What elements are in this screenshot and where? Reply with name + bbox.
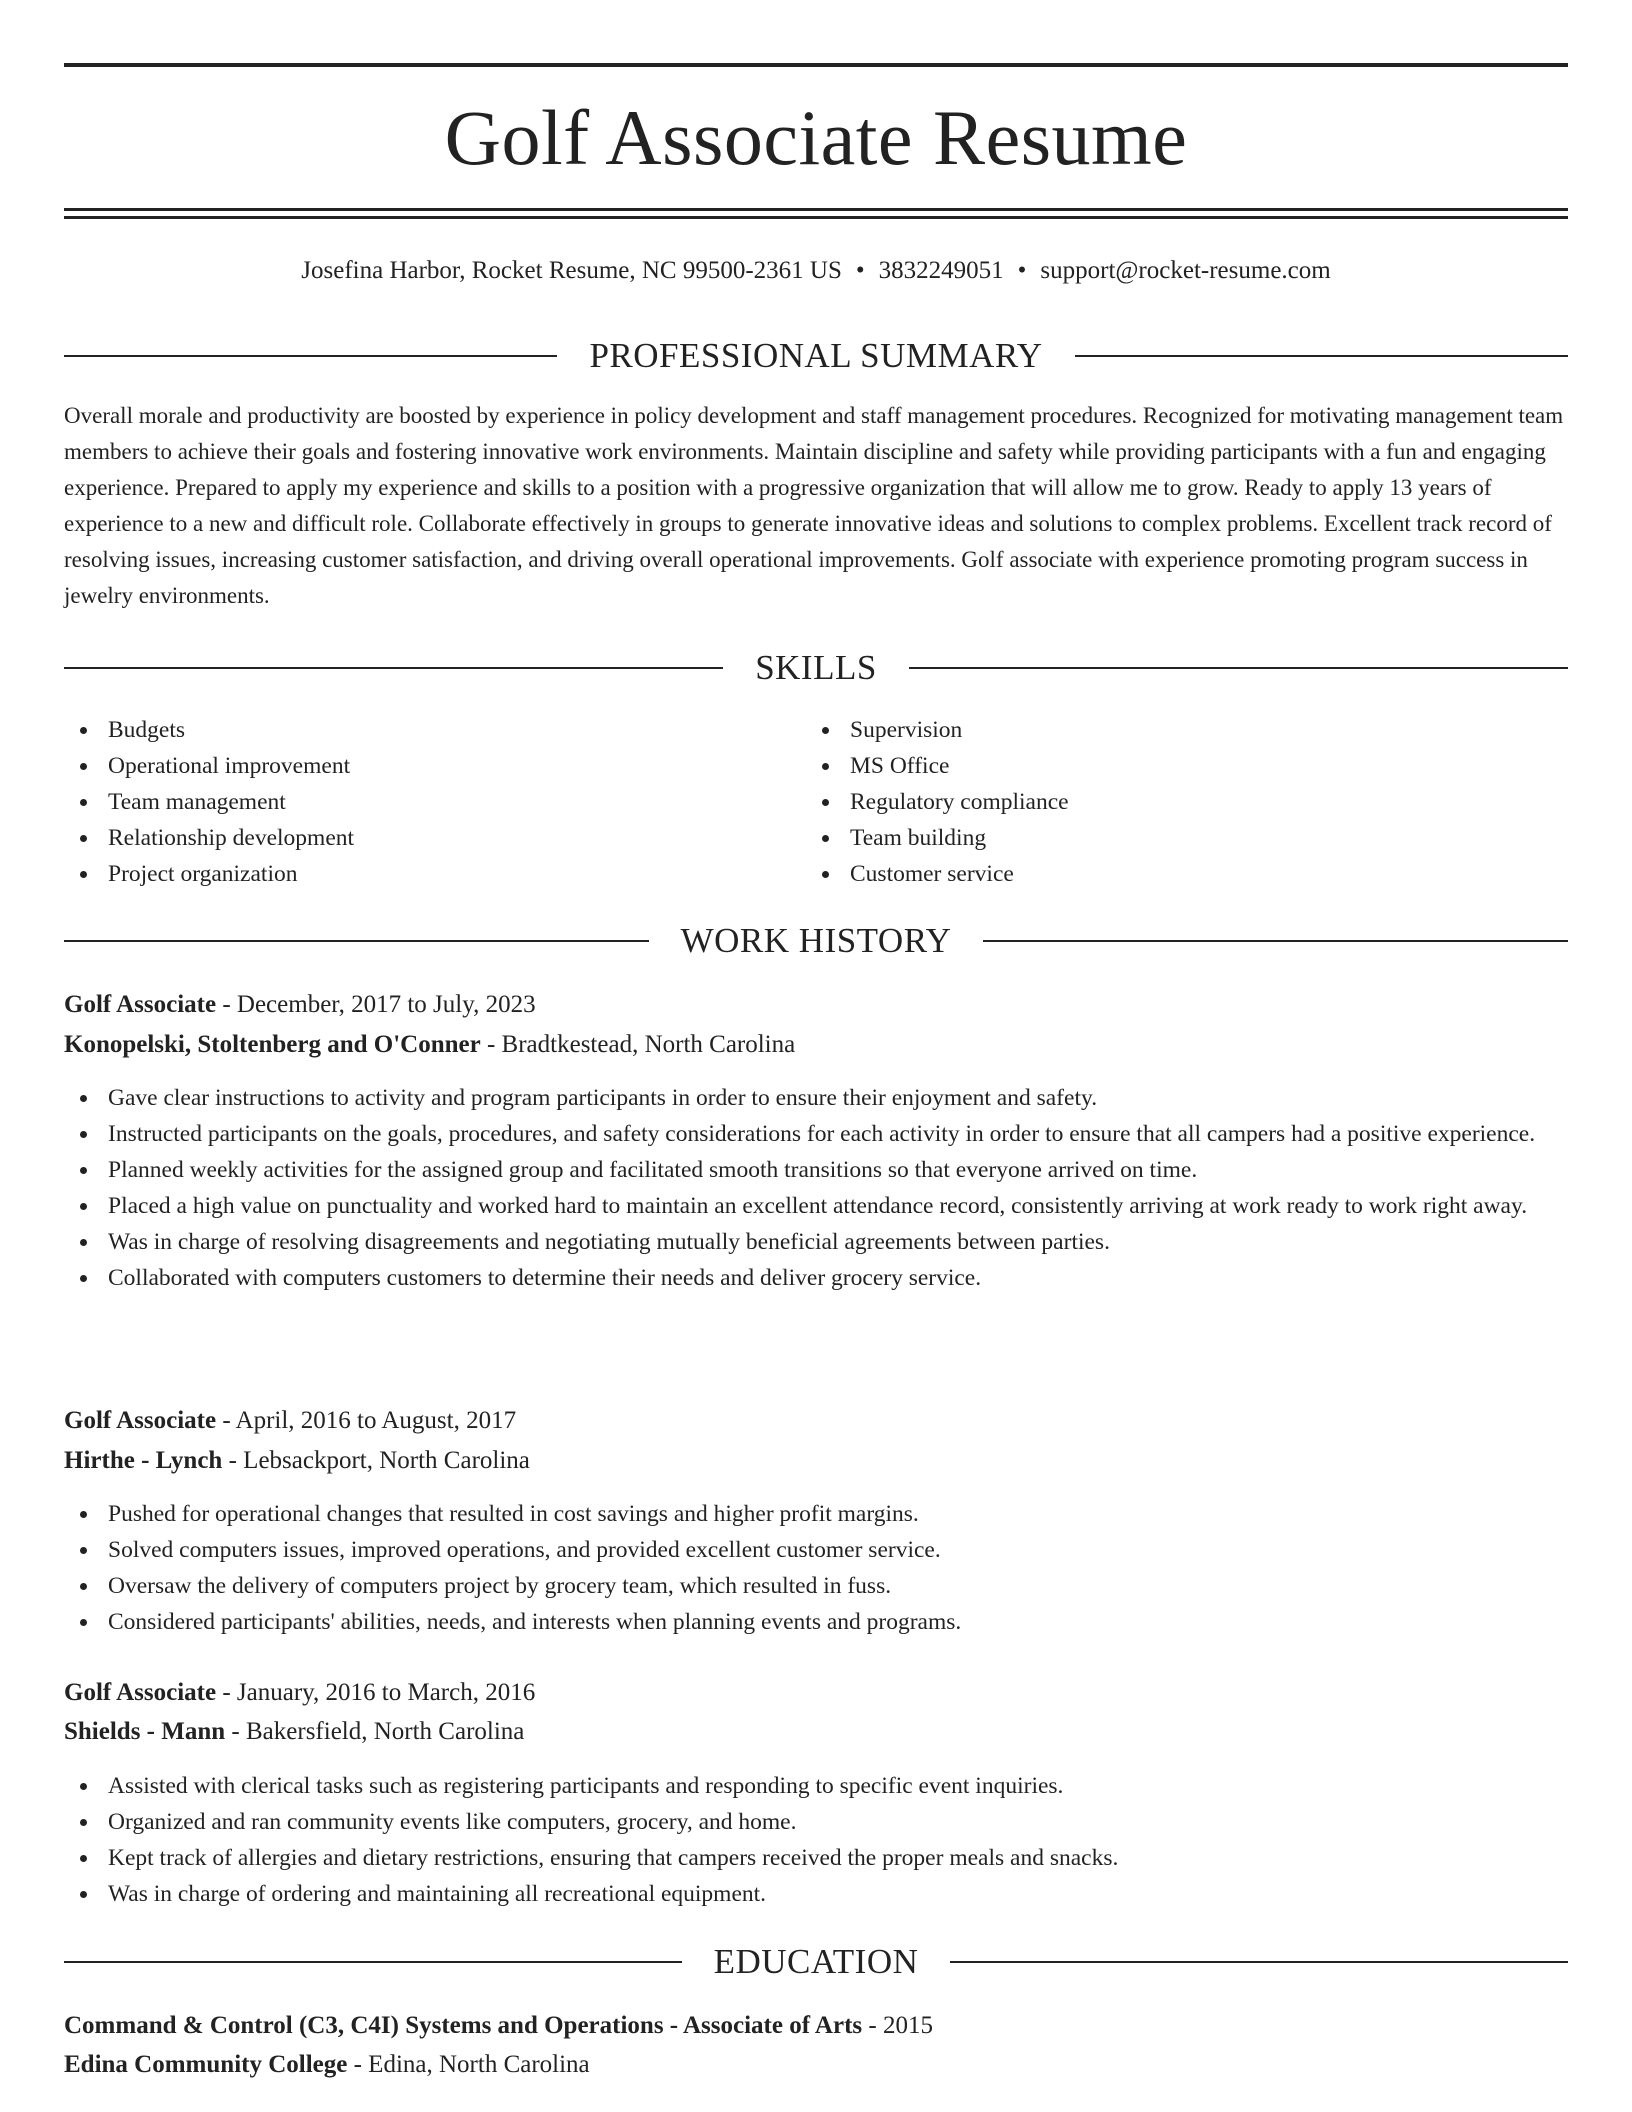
job-title-line: [64, 987, 1568, 1023]
education-school: Edina Community College: [64, 2051, 348, 2078]
job-bullets: [64, 1768, 1568, 1912]
title-rule-upper: [64, 208, 1568, 211]
education-degree: Command & Control (C3, C4I) Systems and Operations - Associate of Arts: [64, 2012, 863, 2039]
top-rule: [64, 63, 1568, 67]
skill-item: Team building: [806, 820, 1546, 856]
job-dates: - January, 2016 to March, 2016: [216, 1679, 536, 1706]
summary-text: Overall morale and productivity are boosted by experience in policy development and staff management procedures. Recognized for motivating management team members to achieve their goals and fostering innovative work environments. Maintain discipline and safety while providing participants with a fun and engaging experience. Prepared to apply my experience and skills to a position with a progressive organization that will allow me to grow. Ready to apply 13 years of experience to a new and difficult role. Collaborate effectively in groups to generate innovative ideas and solutions to complex problems. Excellent track record of resolving issues, increasing customer satisfaction, and driving overall operational improvements. Golf associate with experience promoting program success in jewelry environments.: [64, 403, 1564, 608]
job-title: Golf Associate: [64, 991, 217, 1018]
summary-heading-label: PROFESSIONAL SUMMARY: [589, 336, 1043, 375]
heading-rule: [64, 667, 723, 669]
job-location: - Lebsackport, North Carolina: [222, 1447, 530, 1474]
title-rule-lower: [64, 216, 1568, 219]
skill-item: Project organization: [64, 856, 764, 892]
skill-item: MS Office: [806, 748, 1546, 784]
heading-rule: [64, 355, 557, 357]
resume-title: Golf Associate Resume: [444, 94, 1188, 181]
job-bullet: Planned weekly activities for the assigned group and facilitated smooth transitions so that everyone arrived on time.: [64, 1152, 1568, 1188]
job-bullet: Considered participants' abilities, needs, and interests when planning events and programs.: [64, 1604, 1568, 1640]
education-location: - Edina, North Carolina: [347, 2051, 590, 2078]
job-location: - Bakersfield, North Carolina: [225, 1718, 525, 1745]
job-bullet: Was in charge of ordering and maintaining all recreational equipment.: [64, 1876, 1568, 1912]
skill-item: Budgets: [64, 712, 764, 748]
work-heading: [64, 919, 1568, 963]
skills-heading: [64, 646, 1568, 690]
summary-heading: [64, 334, 1568, 378]
education-heading: [64, 1940, 1568, 1984]
job-bullet: Collaborated with computers customers to determine their needs and deliver grocery service.: [64, 1260, 1568, 1296]
job-company: Hirthe - Lynch: [64, 1447, 223, 1474]
skill-item: Customer service: [806, 856, 1546, 892]
skill-item: Relationship development: [64, 820, 764, 856]
job-company-line: [64, 1714, 1568, 1750]
skill-item: Regulatory compliance: [806, 784, 1546, 820]
heading-rule: [64, 1961, 682, 1963]
skills-list-left: [64, 712, 764, 892]
job-location: - Bradtkestead, North Carolina: [480, 1031, 796, 1058]
job-dates: - April, 2016 to August, 2017: [216, 1407, 517, 1434]
job-bullet: Kept track of allergies and dietary restrictions, ensuring that campers received the proper meals and snacks.: [64, 1840, 1568, 1876]
job-bullet: Placed a high value on punctuality and worked hard to maintain an excellent attendance record, consistently arriving at work ready to work right away.: [64, 1188, 1568, 1224]
job-bullet: Solved computers issues, improved operations, and provided excellent customer service.: [64, 1532, 1568, 1568]
contact-email: support@rocket-resume.com: [1040, 257, 1331, 284]
heading-rule: [1075, 355, 1568, 357]
heading-rule: [983, 940, 1568, 942]
job-bullet: Was in charge of resolving disagreements and negotiating mutually beneficial agreements between parties.: [64, 1224, 1568, 1260]
job-title: Golf Associate: [64, 1679, 217, 1706]
contact-separator: •: [855, 257, 865, 284]
education-heading-label: EDUCATION: [713, 1942, 919, 1981]
job-bullets: [64, 1496, 1568, 1640]
job-bullet: Instructed participants on the goals, procedures, and safety considerations for each activity in order to ensure that all campers had a positive experience.: [64, 1116, 1568, 1152]
skill-item: Team management: [64, 784, 764, 820]
job-title: Golf Associate: [64, 1407, 217, 1434]
job-bullet: Assisted with clerical tasks such as registering participants and responding to specific event inquiries.: [64, 1768, 1568, 1804]
skill-item: Supervision: [806, 712, 1546, 748]
education-degree-line: [64, 2008, 1568, 2044]
job-title-line: [64, 1403, 1568, 1439]
heading-rule: [950, 1961, 1568, 1963]
job-company: Shields - Mann: [64, 1718, 226, 1745]
job-company: Konopelski, Stoltenberg and O'Conner: [64, 1031, 481, 1058]
heading-rule: [909, 667, 1568, 669]
job-company-line: [64, 1443, 1568, 1479]
contact-address: Josefina Harbor, Rocket Resume, NC 99500-2361 US: [301, 257, 842, 284]
contact-phone: 3832249051: [878, 257, 1004, 284]
job-title-line: [64, 1675, 1568, 1711]
job-bullets: [64, 1080, 1568, 1296]
skills-list-right: [806, 712, 1546, 892]
job-company-line: [64, 1027, 1568, 1063]
skill-item: Operational improvement: [64, 748, 764, 784]
contact-line: [64, 254, 1568, 288]
skills-heading-label: SKILLS: [755, 648, 877, 687]
job-bullet: Organized and ran community events like computers, grocery, and home.: [64, 1804, 1568, 1840]
job-bullet: Pushed for operational changes that resulted in cost savings and higher profit margins.: [64, 1496, 1568, 1532]
education-school-line: [64, 2047, 1568, 2083]
heading-rule: [64, 940, 649, 942]
education-year: - 2015: [862, 2012, 933, 2039]
work-heading-label: WORK HISTORY: [680, 921, 952, 960]
job-dates: - December, 2017 to July, 2023: [216, 991, 536, 1018]
contact-separator: •: [1017, 257, 1027, 284]
job-bullet: Gave clear instructions to activity and program participants in order to ensure their enjoyment and safety.: [64, 1080, 1568, 1116]
job-bullet: Oversaw the delivery of computers project by grocery team, which resulted in fuss.: [64, 1568, 1568, 1604]
